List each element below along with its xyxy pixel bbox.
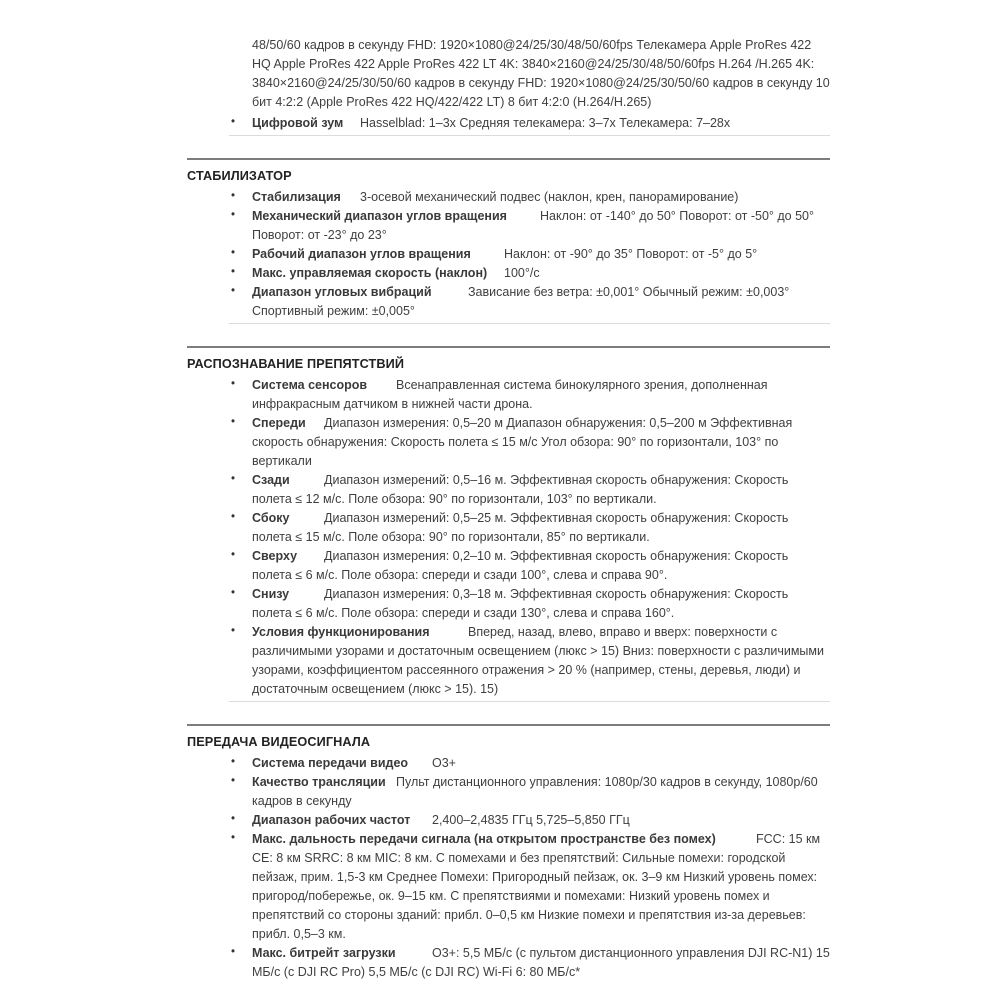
bullet-icon: • [231,832,236,844]
spec-value: Вперед, назад, влево, вправо и вверх: поверхности с различимыми узорами и достаточным освещением (люкс > 15) Вниз: поверхности с различимыми узорами, коэффициентом рассеянного отражения > 20 % (например, стены, деревья, люди) и достаточным освещением (люкс > 15). 15) [252,625,824,696]
bullet-icon: • [231,416,236,428]
bullet-icon: • [231,756,236,768]
spec-label: Стабилизация [252,190,341,204]
spec-label: Рабочий диапазон углов вращения [252,247,471,261]
spec-value: 3-осевой механический подвес (наклон, крен, панорамирование) [360,190,739,204]
spec-section [187,135,830,321]
spec-label: Механический диапазон углов вращения [252,209,507,223]
section-title: РАСПОЗНАВАНИЕ ПРЕПЯТСТВИЙ [187,357,405,371]
tab-spacer [290,483,324,484]
spec-label: Система передачи видео [252,756,409,770]
spec-item [231,264,830,283]
spec-item [231,471,830,509]
sections-container [187,135,830,982]
section-title: ПЕРЕДАЧА ВИДЕОСИГНАЛА [187,735,371,749]
spec-value: Наклон: от -140° до 50° Поворот: от -50° до 50° Поворот: от -23° до 23° [252,209,815,242]
section-divider [187,346,830,348]
section-divider [187,158,830,160]
spec-item [231,376,830,414]
bullet-icon: • [231,473,236,485]
section-end-divider [229,701,830,702]
spec-value: 100°/с [504,266,540,280]
intro-spec-list [187,114,830,133]
tab-spacer [343,126,360,127]
bullet-icon: • [231,511,236,523]
spec-value: Диапазон измерения: 0,5–20 м Диапазон обнаружения: 0,5–200 м Эффективная скорость обнаружения: Скорость полета ≤ 15 м/с Угол обзора: 90° по горизонтали, 103° по вертикали [252,416,793,468]
spec-value: Hasselblad: 1–3x Средняя телекамера: 3–7x Телекамера: 7–28x [360,116,731,130]
spec-label: Диапазон рабочих частот [252,813,411,827]
spec-value: O3+: 5,5 МБ/с (с пультом дистанционного управления DJI RC-N1) 15 МБ/с (с DJI RC Pro) 5,5 МБ/с (с DJI RC) Wi-Fi 6: 80 МБ/с* [252,946,830,979]
spec-item [231,944,830,982]
spec-value: Диапазон измерения: 0,3–18 м. Эффективная скорость обнаружения: Скорость полета ≤ 6 м/с. Поле обзора: спереди и сзади 130°, слева и справа 160°. [252,587,789,620]
tab-spacer [386,785,396,786]
spec-item [231,830,830,944]
tab-spacer [341,200,360,201]
tab-spacer [408,766,432,767]
spec-label: Сзади [252,473,290,487]
tab-spacer [507,219,540,220]
spec-value: Диапазон измерений: 0,5–25 м. Эффективная скорость обнаружения: Скорость полета ≤ 15 м/с. Поле обзора: 90° по горизонтали, 85° по вертикали. [252,511,789,544]
spec-list [187,754,830,982]
spec-label: Условия функционирования [252,625,430,639]
spec-item [231,114,830,133]
spec-value: Наклон: от -90° до 35° Поворот: от -5° до 5° [504,247,758,261]
tab-spacer [487,276,504,277]
tab-spacer [396,956,432,957]
spec-value: Пульт дистанционного управления: 1080p/30 кадров в секунду, 1080p/60 кадров в секунду [252,775,818,808]
bullet-icon: • [231,116,236,128]
section-end-divider [229,135,830,136]
spec-item [231,754,830,773]
spec-label: Снизу [252,587,290,601]
tab-spacer [289,521,324,522]
spec-value: FCC: 15 км CE: 8 км SRRC: 8 км MIC: 8 км. С помехами и без препятствий: Сильные помехи: городской пейзаж, прим. 1,5-3 км Среднее Помехи: Пригородный пейзаж, ок. 3–9 км Низкий уровень помех: пригород/побережье, ок. 9–15 км. С препятствиями и помехами: Низкий уровень помех и препятствий со стороны зданий: прибл. 0–0,5 км Низкие помехи и препятствия из-за деревьев: прибл. 0,5–3 км. [252,832,821,941]
tab-spacer [430,635,468,636]
bullet-icon: • [231,813,236,825]
tab-spacer [716,842,756,843]
tab-spacer [306,426,324,427]
spec-value: Всенаправленная система бинокулярного зрения, дополненная инфракрасным датчиком в нижней части дрона. [252,378,768,411]
bullet-icon: • [231,775,236,787]
bullet-icon: • [231,549,236,561]
tab-spacer [471,257,504,258]
spec-label: Сбоку [252,511,290,525]
continuation-paragraph: 48/50/60 кадров в секунду FHD: 1920×1080@24/25/30/48/50/60fps Телекамера Apple ProRes 422 HQ Apple ProRes 422 Apple ProRes 422 LT 4K: 3840×2160@24/25/30/48/50/60fps H.264 /H.265 4K: 3840×2160@24/25/30/50/60 кадров в секунду FHD: 1920×1080@24/25/30/50/60 кадров в секунду 10 бит 4:2:2 (Apple ProRes 422 HQ/422/422 LT) 8 бит 4:2:0 (H.264/H.265) [252,38,830,109]
bullet-icon: • [231,266,236,278]
spec-label: Цифровой зум [252,116,344,130]
tab-spacer [432,295,468,296]
spec-item [231,188,830,207]
spec-item [231,207,830,245]
tab-spacer [289,597,324,598]
bullet-icon: • [231,946,236,958]
spec-value: Зависание без ветра: ±0,001° Обычный режим: ±0,003° Спортивный режим: ±0,005° [252,285,790,318]
spec-label: Спереди [252,416,306,430]
bullet-icon: • [231,190,236,202]
section-title: СТАБИЛИЗАТОР [187,169,292,183]
bullet-icon: • [231,247,236,259]
spec-value: Диапазон измерений: 0,5–16 м. Эффективная скорость обнаружения: Скорость полета ≤ 12 м/с. Поле обзора: 90° по горизонтали, 103° по вертикали. [252,473,789,506]
tab-spacer [410,823,432,824]
spec-item [231,623,830,699]
bullet-icon: • [231,587,236,599]
spec-item [231,811,830,830]
spec-item [231,414,830,471]
spec-item [231,585,830,623]
bullet-icon: • [231,209,236,221]
spec-value: O3+ [432,756,456,770]
spec-item [231,547,830,585]
spec-label: Система сенсоров [252,378,368,392]
spec-item [231,245,830,264]
spec-item [231,773,830,811]
section-divider [187,724,830,726]
spec-value: Диапазон измерения: 0,2–10 м. Эффективная скорость обнаружения: Скорость полета ≤ 6 м/с. Поле обзора: спереди и сзади 100°, слева и справа 90°. [252,549,789,582]
spec-label: Макс. битрейт загрузки [252,946,396,960]
bullet-icon: • [231,625,236,637]
spec-item [231,283,830,321]
spec-label: Диапазон угловых вибраций [252,285,432,299]
tab-spacer [367,388,396,389]
spec-list [187,188,830,321]
spec-item [231,509,830,547]
spec-label: Макс. дальность передачи сигнала (на открытом пространстве без помех) [252,832,716,846]
spec-list [187,376,830,699]
tab-spacer [297,559,324,560]
spec-label: Сверху [252,549,298,563]
spec-section [187,323,830,699]
spec-section [187,701,830,982]
spec-value: 2,400–2,4835 ГГц 5,725–5,850 ГГц [432,813,630,827]
section-end-divider [229,323,830,324]
spec-label: Макс. управляемая скорость (наклон) [252,266,488,280]
bullet-icon: • [231,285,236,297]
spec-label: Качество трансляции [252,775,386,789]
bullet-icon: • [231,378,236,390]
